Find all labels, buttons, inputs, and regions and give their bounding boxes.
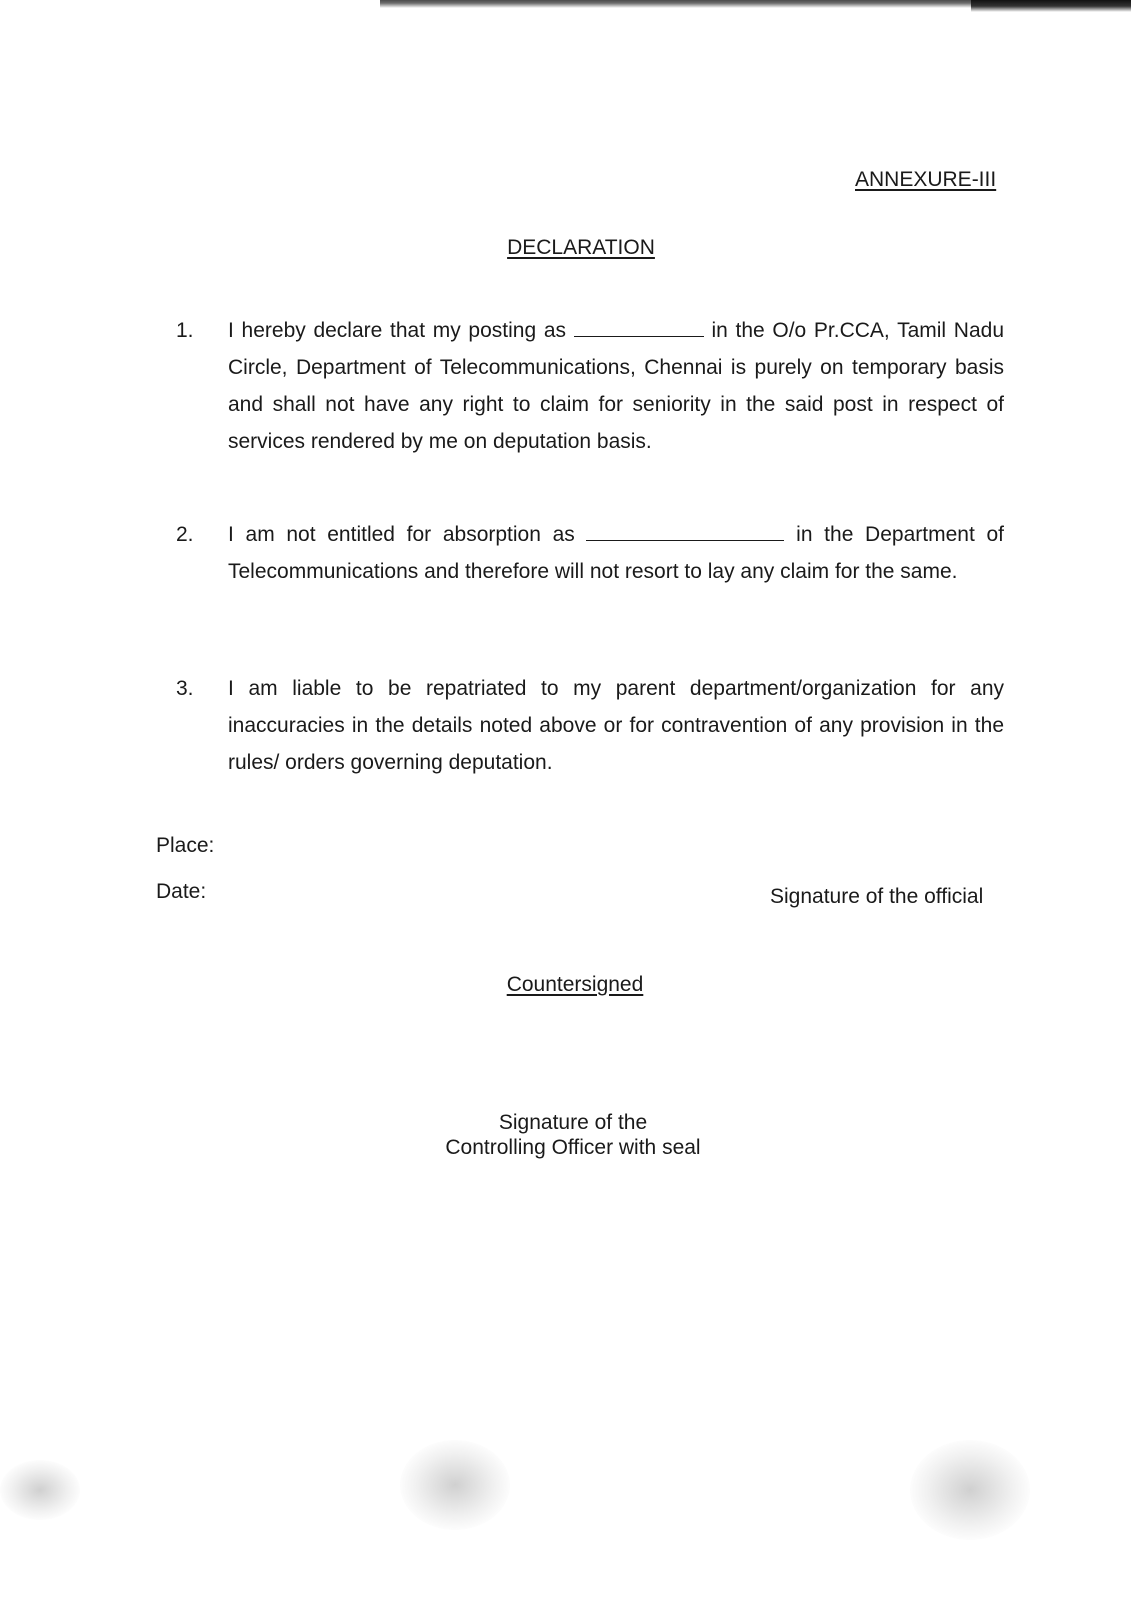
countersigned-heading: Countersigned — [506, 973, 644, 996]
place-label: Place: — [156, 834, 215, 857]
item-number: 2. — [176, 523, 194, 546]
scan-edge-shadow-right — [971, 0, 1131, 12]
item-text-after-blank: in the Department of Telecommunications and therefore will not resort to lay any claim for the same. — [228, 523, 1004, 583]
item-text-after-blank: in the O/o Pr.CCA, Tamil Nadu Circle, Department of Telecommunications, Chennai is purely on temporary basis and shall not have any right to claim for seniority in the said post in respect of services rendered by me on deputation basis. — [228, 319, 1004, 453]
item-number: 3. — [176, 677, 194, 700]
scan-smudge — [910, 1440, 1030, 1540]
date-label: Date: — [156, 880, 207, 903]
item-number: 1. — [176, 319, 194, 342]
signature-official-label: Signature of the official — [770, 885, 984, 908]
page-title: DECLARATION — [507, 236, 655, 259]
scan-smudge — [400, 1440, 510, 1530]
scan-smudge — [0, 1460, 80, 1520]
item-text-before-blank: I am not entitled for absorption as — [228, 523, 575, 546]
item-text: I am liable to be repatriated to my parent department/organization for any inaccuracies in the details noted above or for contravention of any provision in the rules/ orders governing deputation. — [228, 677, 1004, 774]
item-text — [228, 312, 1004, 460]
declaration-item-3 — [176, 670, 1004, 781]
signature-controlling-line2: Controlling Officer with seal — [445, 1136, 701, 1159]
declaration-item-2 — [176, 516, 1004, 590]
signature-controlling-line1: Signature of the — [498, 1111, 648, 1134]
item-text-before-blank: I hereby declare that my posting as — [228, 319, 567, 342]
item-text — [228, 516, 1004, 590]
absorption-blank-field[interactable] — [586, 522, 784, 541]
posting-blank-field[interactable] — [574, 318, 704, 337]
declaration-item-1 — [176, 312, 1004, 460]
annexure-label: ANNEXURE-III — [855, 168, 997, 191]
signature-controlling-officer — [0, 1110, 1131, 1160]
